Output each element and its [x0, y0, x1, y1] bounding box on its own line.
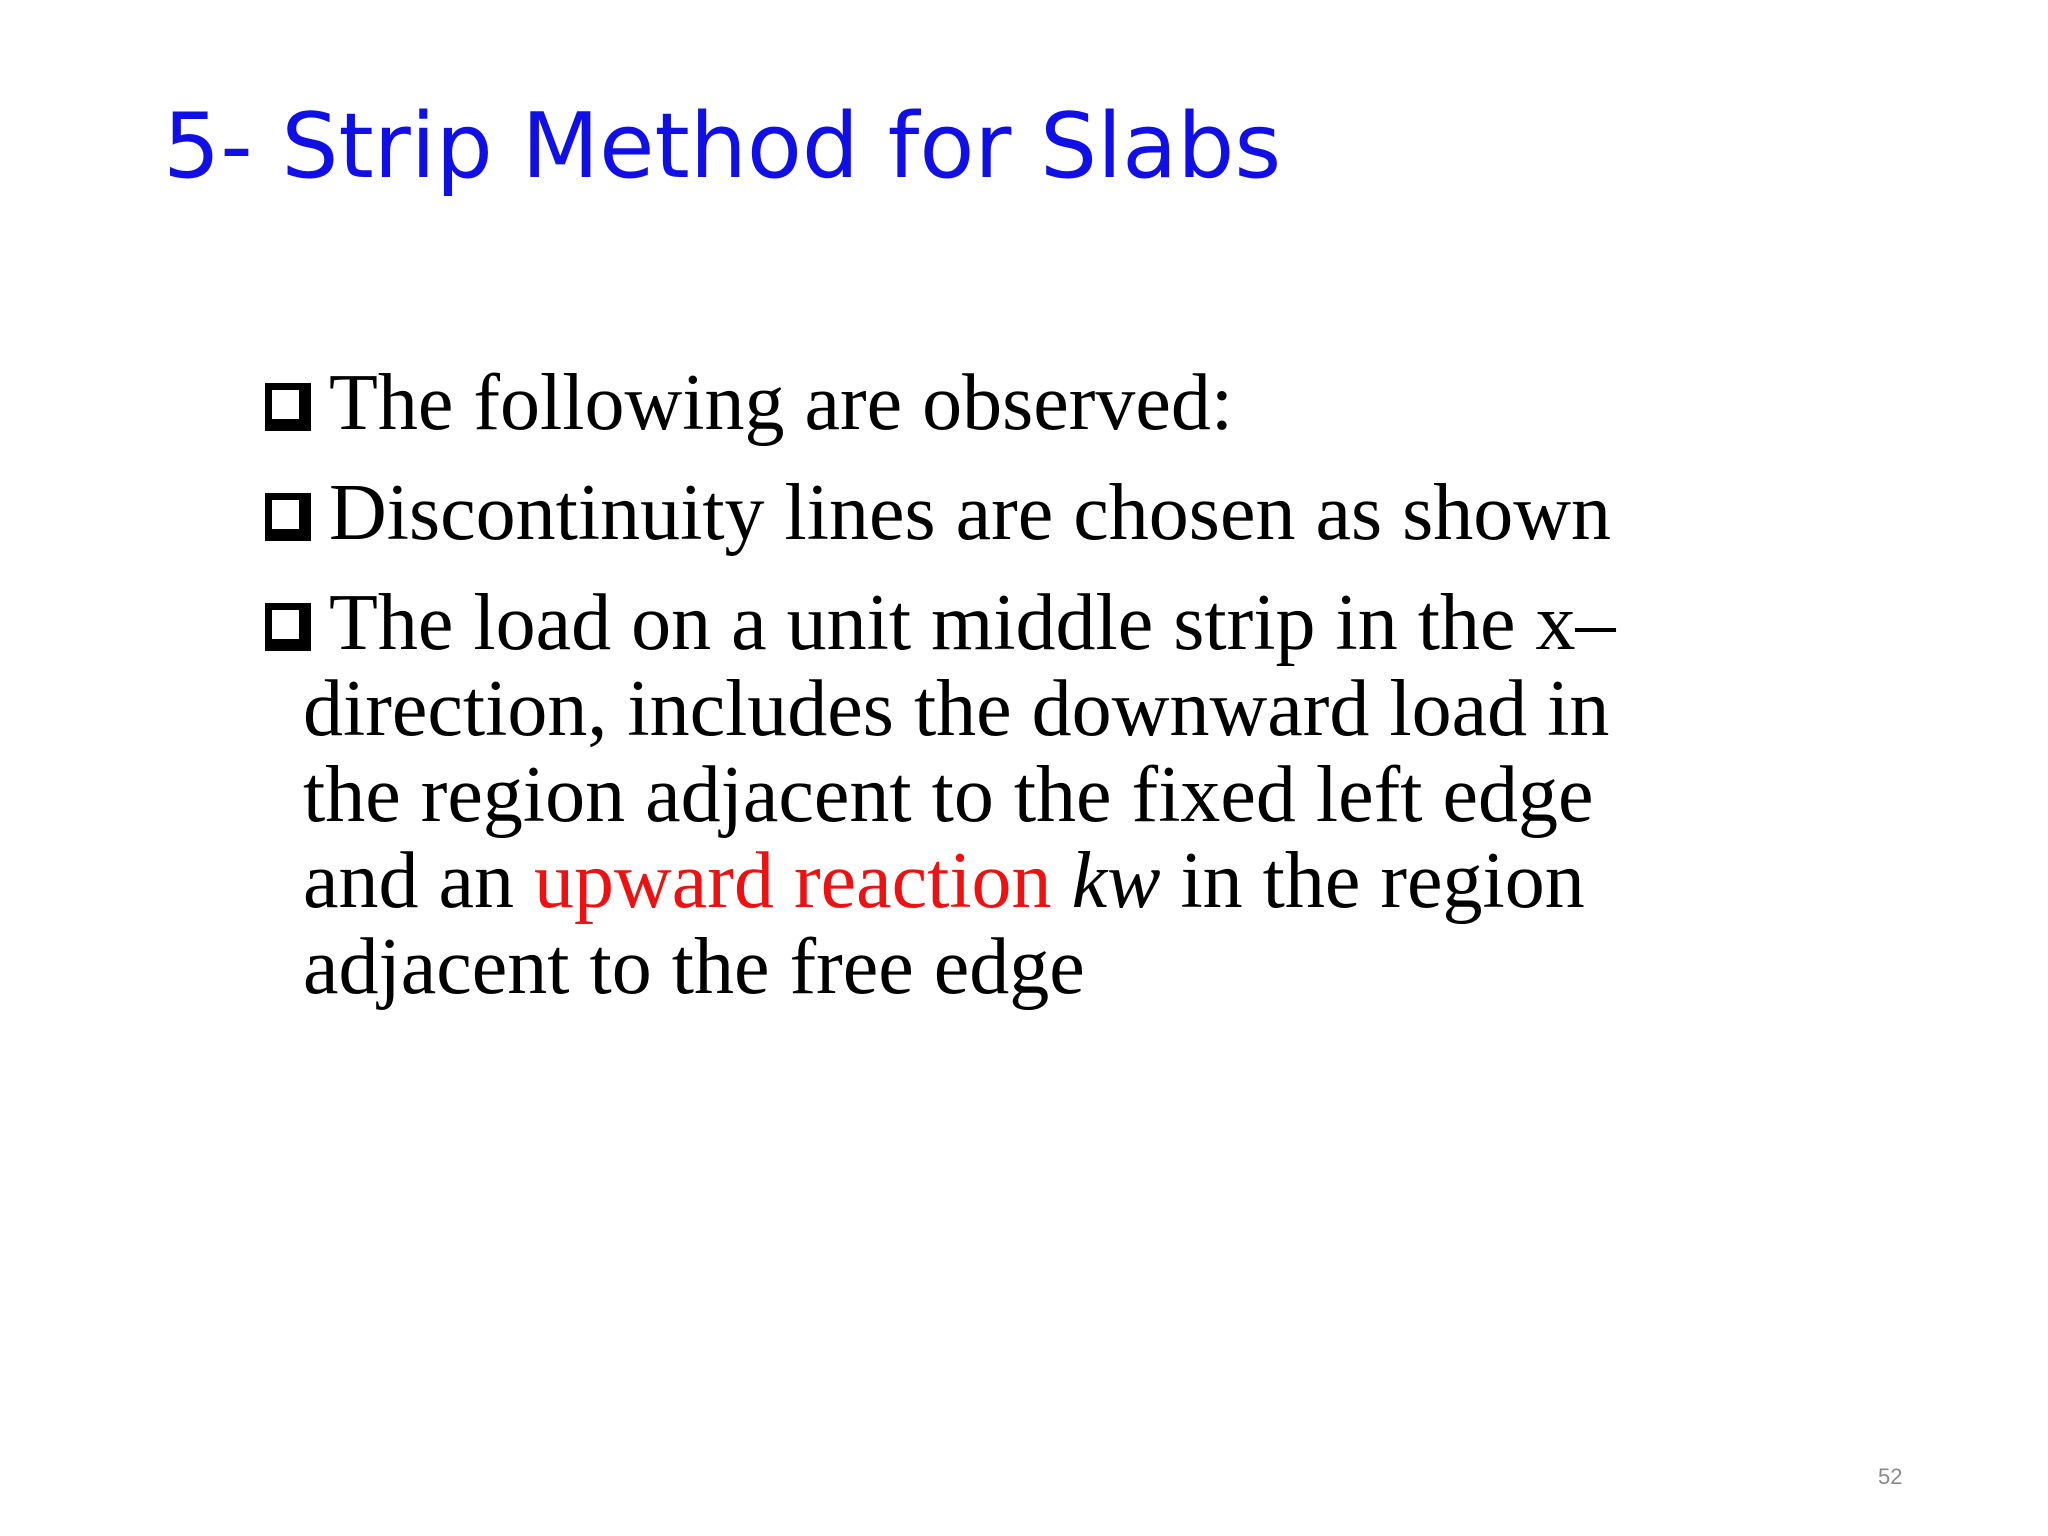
bullet-text-before: The load on a unit middle strip in the x–direction, includes the downward load in the region adjacent to the fixed left edge and an	[303, 579, 1616, 925]
bullet-item-discontinuity	[265, 470, 1685, 556]
bullet-text-space	[1052, 837, 1072, 925]
bullet-text-after: in the region adjacent to the free edge	[303, 837, 1585, 1011]
hollow-square-bullet-icon	[265, 603, 311, 651]
bullet-list	[265, 360, 1685, 1034]
hollow-square-bullet-icon	[265, 493, 311, 541]
slide-title: 5- Strip Method for Slabs	[163, 94, 1282, 199]
bullet-item-observed	[265, 360, 1685, 446]
bullet-text: The following are observed:	[329, 359, 1234, 447]
kw-variable: kw	[1071, 837, 1161, 925]
bullet-item-load-description	[265, 580, 1685, 1010]
upward-reaction-highlight: upward reaction	[534, 837, 1052, 925]
bullet-text: Discontinuity lines are chosen as shown	[329, 469, 1611, 557]
hollow-square-bullet-icon	[265, 383, 311, 431]
page-number: 52	[1878, 1464, 1903, 1489]
